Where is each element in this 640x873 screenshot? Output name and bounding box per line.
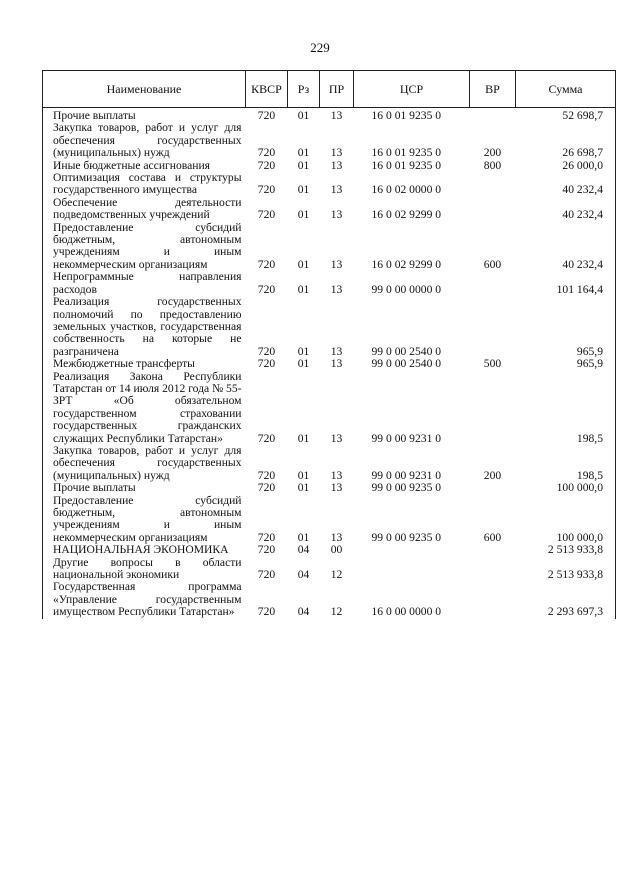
row-vr: 800 [483, 158, 502, 172]
row-rz: 04 [297, 568, 310, 582]
header-kvsr: КВСР [246, 71, 288, 108]
row-kvsr: 720 [257, 468, 276, 482]
row-kvsr: 720 [257, 344, 276, 358]
row-csr: 99 0 00 9235 0 [371, 481, 442, 495]
row-pr: 13 [330, 530, 343, 544]
row-name: Непрограммные направления расходов [43, 271, 246, 296]
row-kvsr: 720 [257, 357, 276, 371]
row-vr [470, 482, 516, 494]
table-row [43, 482, 616, 494]
row-name: Иные бюджетные ассигнования [43, 160, 246, 172]
row-pr: 13 [330, 183, 343, 197]
row-name: Прочие выплаты [43, 482, 246, 494]
row-vr [470, 271, 516, 296]
row-rz: 01 [297, 208, 310, 222]
row-kvsr: 720 [257, 605, 276, 619]
header-rz: Рз [288, 71, 320, 108]
row-kvsr: 720 [257, 282, 276, 296]
row-rz: 01 [297, 257, 310, 271]
row-csr: 99 0 00 2540 0 [371, 357, 442, 371]
row-name: Закупка товаров, работ и услуг для обеспечения государственных (муниципальных) нужд [43, 122, 246, 159]
row-pr: 13 [330, 257, 343, 271]
row-csr: 16 0 02 0000 0 [371, 183, 442, 197]
row-vr: 200 [483, 146, 502, 160]
table-row [43, 557, 616, 582]
row-name: Реализация государственных полномочий по предоставлению земельных участков, государственная собственность на которые не разграничена [43, 296, 246, 358]
row-sum: 40 232,4 [516, 172, 616, 197]
row-csr: 16 0 01 9235 0 [371, 146, 442, 160]
table-row [43, 122, 616, 159]
row-sum: 198,5 [516, 445, 616, 482]
row-vr: 200 [483, 468, 502, 482]
row-name: НАЦИОНАЛЬНАЯ ЭКОНОМИКА [43, 544, 246, 556]
row-rz: 01 [297, 109, 310, 122]
row-csr [354, 557, 470, 582]
row-vr [470, 557, 516, 582]
header-sum: Сумма [516, 71, 616, 108]
row-name: Другие вопросы в области национальной экономики [43, 557, 246, 582]
header-csr: ЦСР [354, 71, 470, 108]
row-sum: 26 000,0 [516, 160, 616, 172]
row-sum: 52 698,7 [516, 108, 616, 123]
row-vr: 600 [483, 530, 502, 544]
row-vr [470, 197, 516, 222]
table-row [43, 544, 616, 556]
row-sum: 40 232,4 [516, 197, 616, 222]
row-kvsr: 720 [257, 158, 276, 172]
row-kvsr: 720 [257, 481, 276, 495]
row-csr: 16 0 00 0000 0 [371, 605, 442, 619]
row-pr: 00 [330, 543, 343, 557]
row-kvsr: 720 [257, 530, 276, 544]
row-rz: 01 [297, 146, 310, 160]
table-body [43, 108, 616, 619]
row-rz: 01 [297, 481, 310, 495]
row-kvsr: 720 [257, 208, 276, 222]
row-pr: 13 [330, 158, 343, 172]
table-row [43, 222, 616, 272]
row-sum: 100 000,0 [516, 482, 616, 494]
table-row [43, 172, 616, 197]
row-sum: 40 232,4 [516, 222, 616, 272]
row-sum: 100 000,0 [516, 495, 616, 545]
row-vr [470, 108, 516, 123]
row-pr: 13 [330, 357, 343, 371]
row-csr: 99 0 00 9231 0 [371, 468, 442, 482]
row-name: Закупка товаров, работ и услуг для обеспечения государственных (муниципальных) нужд [43, 445, 246, 482]
row-pr: 13 [330, 282, 343, 296]
row-rz: 01 [297, 468, 310, 482]
row-kvsr: 720 [257, 568, 276, 582]
row-kvsr: 720 [257, 431, 276, 445]
row-pr: 13 [330, 208, 343, 222]
row-rz: 01 [297, 183, 310, 197]
row-csr: 16 0 02 9299 0 [371, 257, 442, 271]
row-sum: 26 698,7 [516, 122, 616, 159]
row-kvsr: 720 [257, 257, 276, 271]
table-row [43, 495, 616, 545]
row-sum: 965,9 [516, 358, 616, 370]
row-pr: 13 [330, 481, 343, 495]
row-rz: 01 [297, 357, 310, 371]
table-row [43, 371, 616, 445]
header-vr: ВР [470, 71, 516, 108]
row-vr [470, 371, 516, 445]
row-rz: 04 [297, 543, 310, 557]
row-csr: 16 0 02 9299 0 [371, 208, 442, 222]
table-row [43, 271, 616, 296]
budget-table [42, 70, 616, 619]
row-vr [470, 296, 516, 358]
table-row [43, 197, 616, 222]
header-name: Наименование [43, 71, 246, 108]
row-name: Предоставление субсидий бюджетным, автономным учреждениям и иным некоммерческим организациям [43, 222, 246, 272]
row-pr: 13 [330, 146, 343, 160]
row-csr: 99 0 00 0000 0 [371, 282, 442, 296]
row-csr: 99 0 00 9231 0 [371, 431, 442, 445]
row-csr: 16 0 01 9235 0 [371, 158, 442, 172]
row-pr: 13 [330, 109, 343, 122]
table-row [43, 108, 616, 123]
row-sum: 101 164,4 [516, 271, 616, 296]
table-row [43, 581, 616, 618]
row-sum: 2 513 933,8 [516, 557, 616, 582]
row-rz: 01 [297, 530, 310, 544]
page-number: 229 [310, 40, 330, 55]
table-row [43, 358, 616, 370]
table-row [43, 445, 616, 482]
row-rz: 01 [297, 344, 310, 358]
row-name: Реализация Закона Республики Татарстан от 14 июля 2012 года № 55-ЗРТ «Об обязательном государственном страховании государственных гражданских служащих Республики Татарстан» [43, 371, 246, 445]
row-kvsr: 720 [257, 146, 276, 160]
row-name: Оптимизация состава и структуры государственного имущества [43, 172, 246, 197]
row-pr: 13 [330, 344, 343, 358]
row-vr [470, 581, 516, 618]
table-row [43, 296, 616, 358]
header-pr: ПР [320, 71, 354, 108]
row-sum: 198,5 [516, 371, 616, 445]
row-rz: 01 [297, 158, 310, 172]
row-sum: 965,9 [516, 296, 616, 358]
row-name: Межбюджетные трансферты [43, 358, 246, 370]
row-pr: 13 [330, 431, 343, 445]
row-vr [470, 544, 516, 556]
row-name: Государственная программа «Управление государственным имуществом Республики Татарстан» [43, 581, 246, 618]
row-name: Предоставление субсидий бюджетным, автономным учреждениям и иным некоммерческим организациям [43, 495, 246, 545]
row-name: Обеспечение деятельности подведомственных учреждений [43, 197, 246, 222]
row-csr: 99 0 00 2540 0 [371, 344, 442, 358]
row-pr: 12 [330, 605, 343, 619]
table-header-row [43, 71, 616, 108]
row-csr: 99 0 00 9235 0 [371, 530, 442, 544]
row-csr: 16 0 01 9235 0 [371, 109, 442, 122]
row-vr: 500 [483, 357, 502, 371]
row-kvsr: 720 [257, 183, 276, 197]
row-csr [354, 544, 470, 556]
row-kvsr: 720 [257, 543, 276, 557]
row-kvsr: 720 [257, 109, 276, 122]
row-pr: 13 [330, 468, 343, 482]
row-sum: 2 293 697,3 [516, 581, 616, 618]
row-vr: 600 [483, 257, 502, 271]
row-rz: 01 [297, 431, 310, 445]
row-rz: 04 [297, 605, 310, 619]
row-name: Прочие выплаты [43, 108, 246, 123]
row-sum: 2 513 933,8 [516, 544, 616, 556]
row-rz: 01 [297, 282, 310, 296]
row-vr [470, 172, 516, 197]
row-pr: 12 [330, 568, 343, 582]
